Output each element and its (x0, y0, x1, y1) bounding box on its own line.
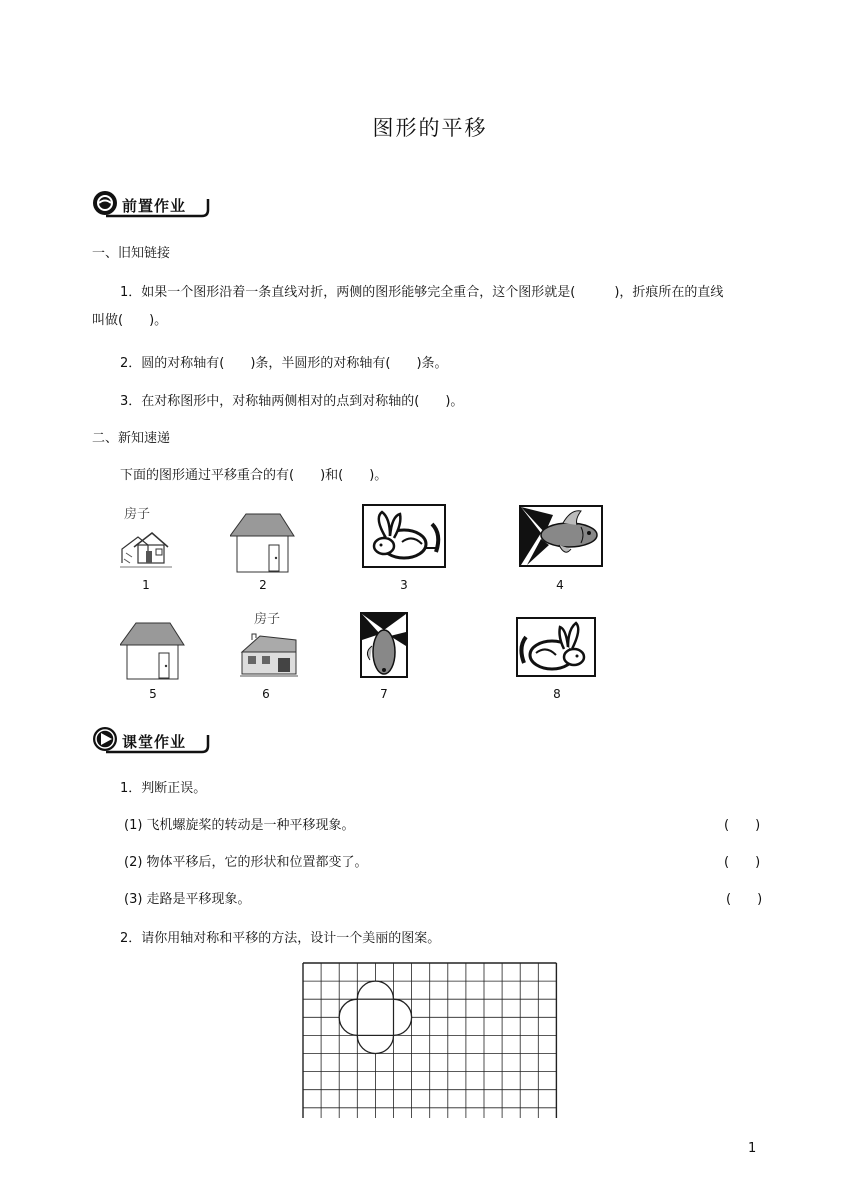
figure-label: 8 (553, 687, 561, 701)
figure-caption: 房子 (254, 612, 281, 627)
page-number: 1 (748, 1141, 757, 1156)
part1-heading: 一、旧知链接 (92, 246, 171, 261)
question-3: 3．在对称图形中，对称轴两侧相对的点到对称轴的( )。 (120, 394, 464, 409)
house-outline-icon (230, 512, 296, 574)
figure-1 (118, 505, 174, 575)
question-1-line1: 1．如果一个图形沿着一条直线对折，两侧的图形能够完全重合，这个图形就是( )，折痕所在的直线 (120, 285, 724, 300)
figure-label: 3 (400, 578, 408, 592)
question-2: 2．圆的对称轴有( )条，半圆形的对称轴有( )条。 (120, 356, 448, 371)
classwork-question-2: 2．请你用轴对称和平移的方法，设计一个美丽的图案。 (120, 931, 441, 946)
figure-label: 2 (259, 578, 267, 592)
fish-icon (519, 505, 603, 567)
figure-label: 5 (149, 687, 157, 701)
house-sketch-icon (118, 527, 174, 571)
answer-blank: ( ) (724, 818, 761, 833)
design-grid (302, 962, 560, 1118)
rabbit-icon (362, 504, 446, 568)
page-title: 图形的平移 (372, 116, 488, 140)
figure-label: 6 (262, 687, 270, 701)
question-1-line2: 叫做( )。 (92, 313, 168, 328)
fish-rotated-icon (360, 612, 408, 678)
figure-caption: 房子 (124, 507, 151, 522)
house-outline-icon (120, 621, 186, 681)
rabbit-mirrored-icon (516, 617, 596, 677)
section-banner-class (90, 725, 210, 755)
answer-blank: ( ) (726, 892, 763, 907)
translation-question: 下面的图形通过平移重合的有( )和( )。 (120, 468, 388, 483)
section-label: 课堂作业 (122, 733, 187, 751)
classwork-question-1: 1．判断正误。 (120, 781, 207, 796)
quatrefoil-shape (339, 981, 411, 1053)
answer-blank: ( ) (724, 855, 761, 870)
section-banner-pre (90, 189, 210, 219)
figure-label: 1 (142, 578, 150, 592)
part2-heading: 二、新知速递 (92, 431, 171, 446)
house-sketch-icon (238, 632, 300, 678)
judge-item-1: (1) 飞机螺旋桨的转动是一种平移现象。 (124, 818, 355, 833)
judge-item-2: (2) 物体平移后，它的形状和位置都变了。 (124, 855, 368, 870)
section-label: 前置作业 (122, 197, 187, 215)
figure-label: 7 (380, 687, 388, 701)
figure-6 (238, 612, 300, 678)
figure-label: 4 (556, 578, 564, 592)
judge-item-3: (3) 走路是平移现象。 (124, 892, 251, 907)
